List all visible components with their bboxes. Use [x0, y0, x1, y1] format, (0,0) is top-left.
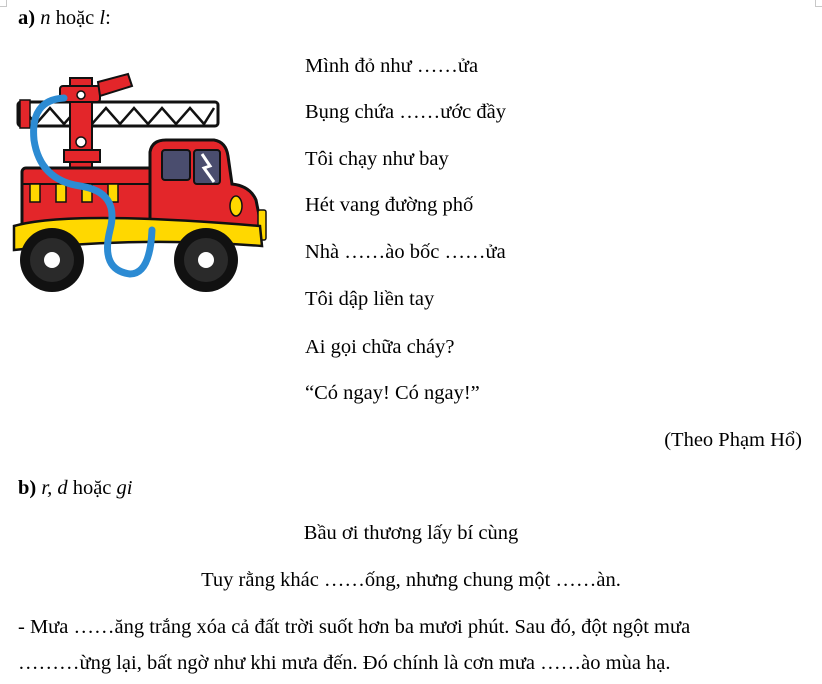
poem-line-7: Ai gọi chữa cháy? [305, 336, 455, 358]
page-corner-mark-right [815, 0, 822, 7]
page-corner-mark-left [0, 0, 7, 7]
poem-line-2: Bụng chứa ……ước đầy [305, 101, 507, 123]
couplet-line-2: Tuy rằng khác ……ống, nhưng chung một ……àn. [201, 569, 621, 591]
poem-line-5: Nhà ……ào bốc ……ửa [305, 241, 506, 263]
part-a-heading [18, 8, 111, 29]
poem-line-6: Tôi dập liền tay [305, 288, 435, 310]
poem-line-8: “Có ngay! Có ngay!” [305, 382, 480, 404]
part-b-conjunction: hoặc [72, 477, 112, 499]
part-a-letter: a) [18, 7, 36, 29]
fire-truck-illustration [0, 60, 275, 300]
part-b-letters-r-d: r, d [41, 477, 68, 499]
poem-line-3: Tôi chạy như bay [305, 148, 449, 170]
part-b-letter: b) [18, 477, 37, 499]
poem-source: (Theo Phạm Hổ) [664, 429, 802, 451]
front-wheel [20, 228, 84, 292]
paragraph-line-2: ………ừng lại, bất ngờ như khi mưa đến. Đó chính là cơn mưa ……ào mùa hạ. [18, 652, 671, 674]
poem-line-1: Mình đỏ như ……ửa [305, 55, 479, 77]
rear-wheel [174, 228, 238, 292]
part-b-heading [18, 478, 132, 499]
part-a-colon: : [105, 7, 111, 29]
couplet-line-1: Bầu ơi thương lấy bí cùng [303, 522, 519, 544]
part-b-letter-gi: gi [116, 477, 133, 499]
paragraph-line-1: - Mưa ……ăng trắng xóa cả đất trời suốt hơn ba mươi phút. Sau đó, đột ngột mưa [18, 616, 691, 638]
poem-line-4: Hét vang đường phố [305, 194, 474, 216]
part-a-letter-n: n [40, 7, 51, 29]
part-a-letter-l: l [99, 7, 106, 29]
part-a-conjunction: hoặc [55, 7, 95, 29]
